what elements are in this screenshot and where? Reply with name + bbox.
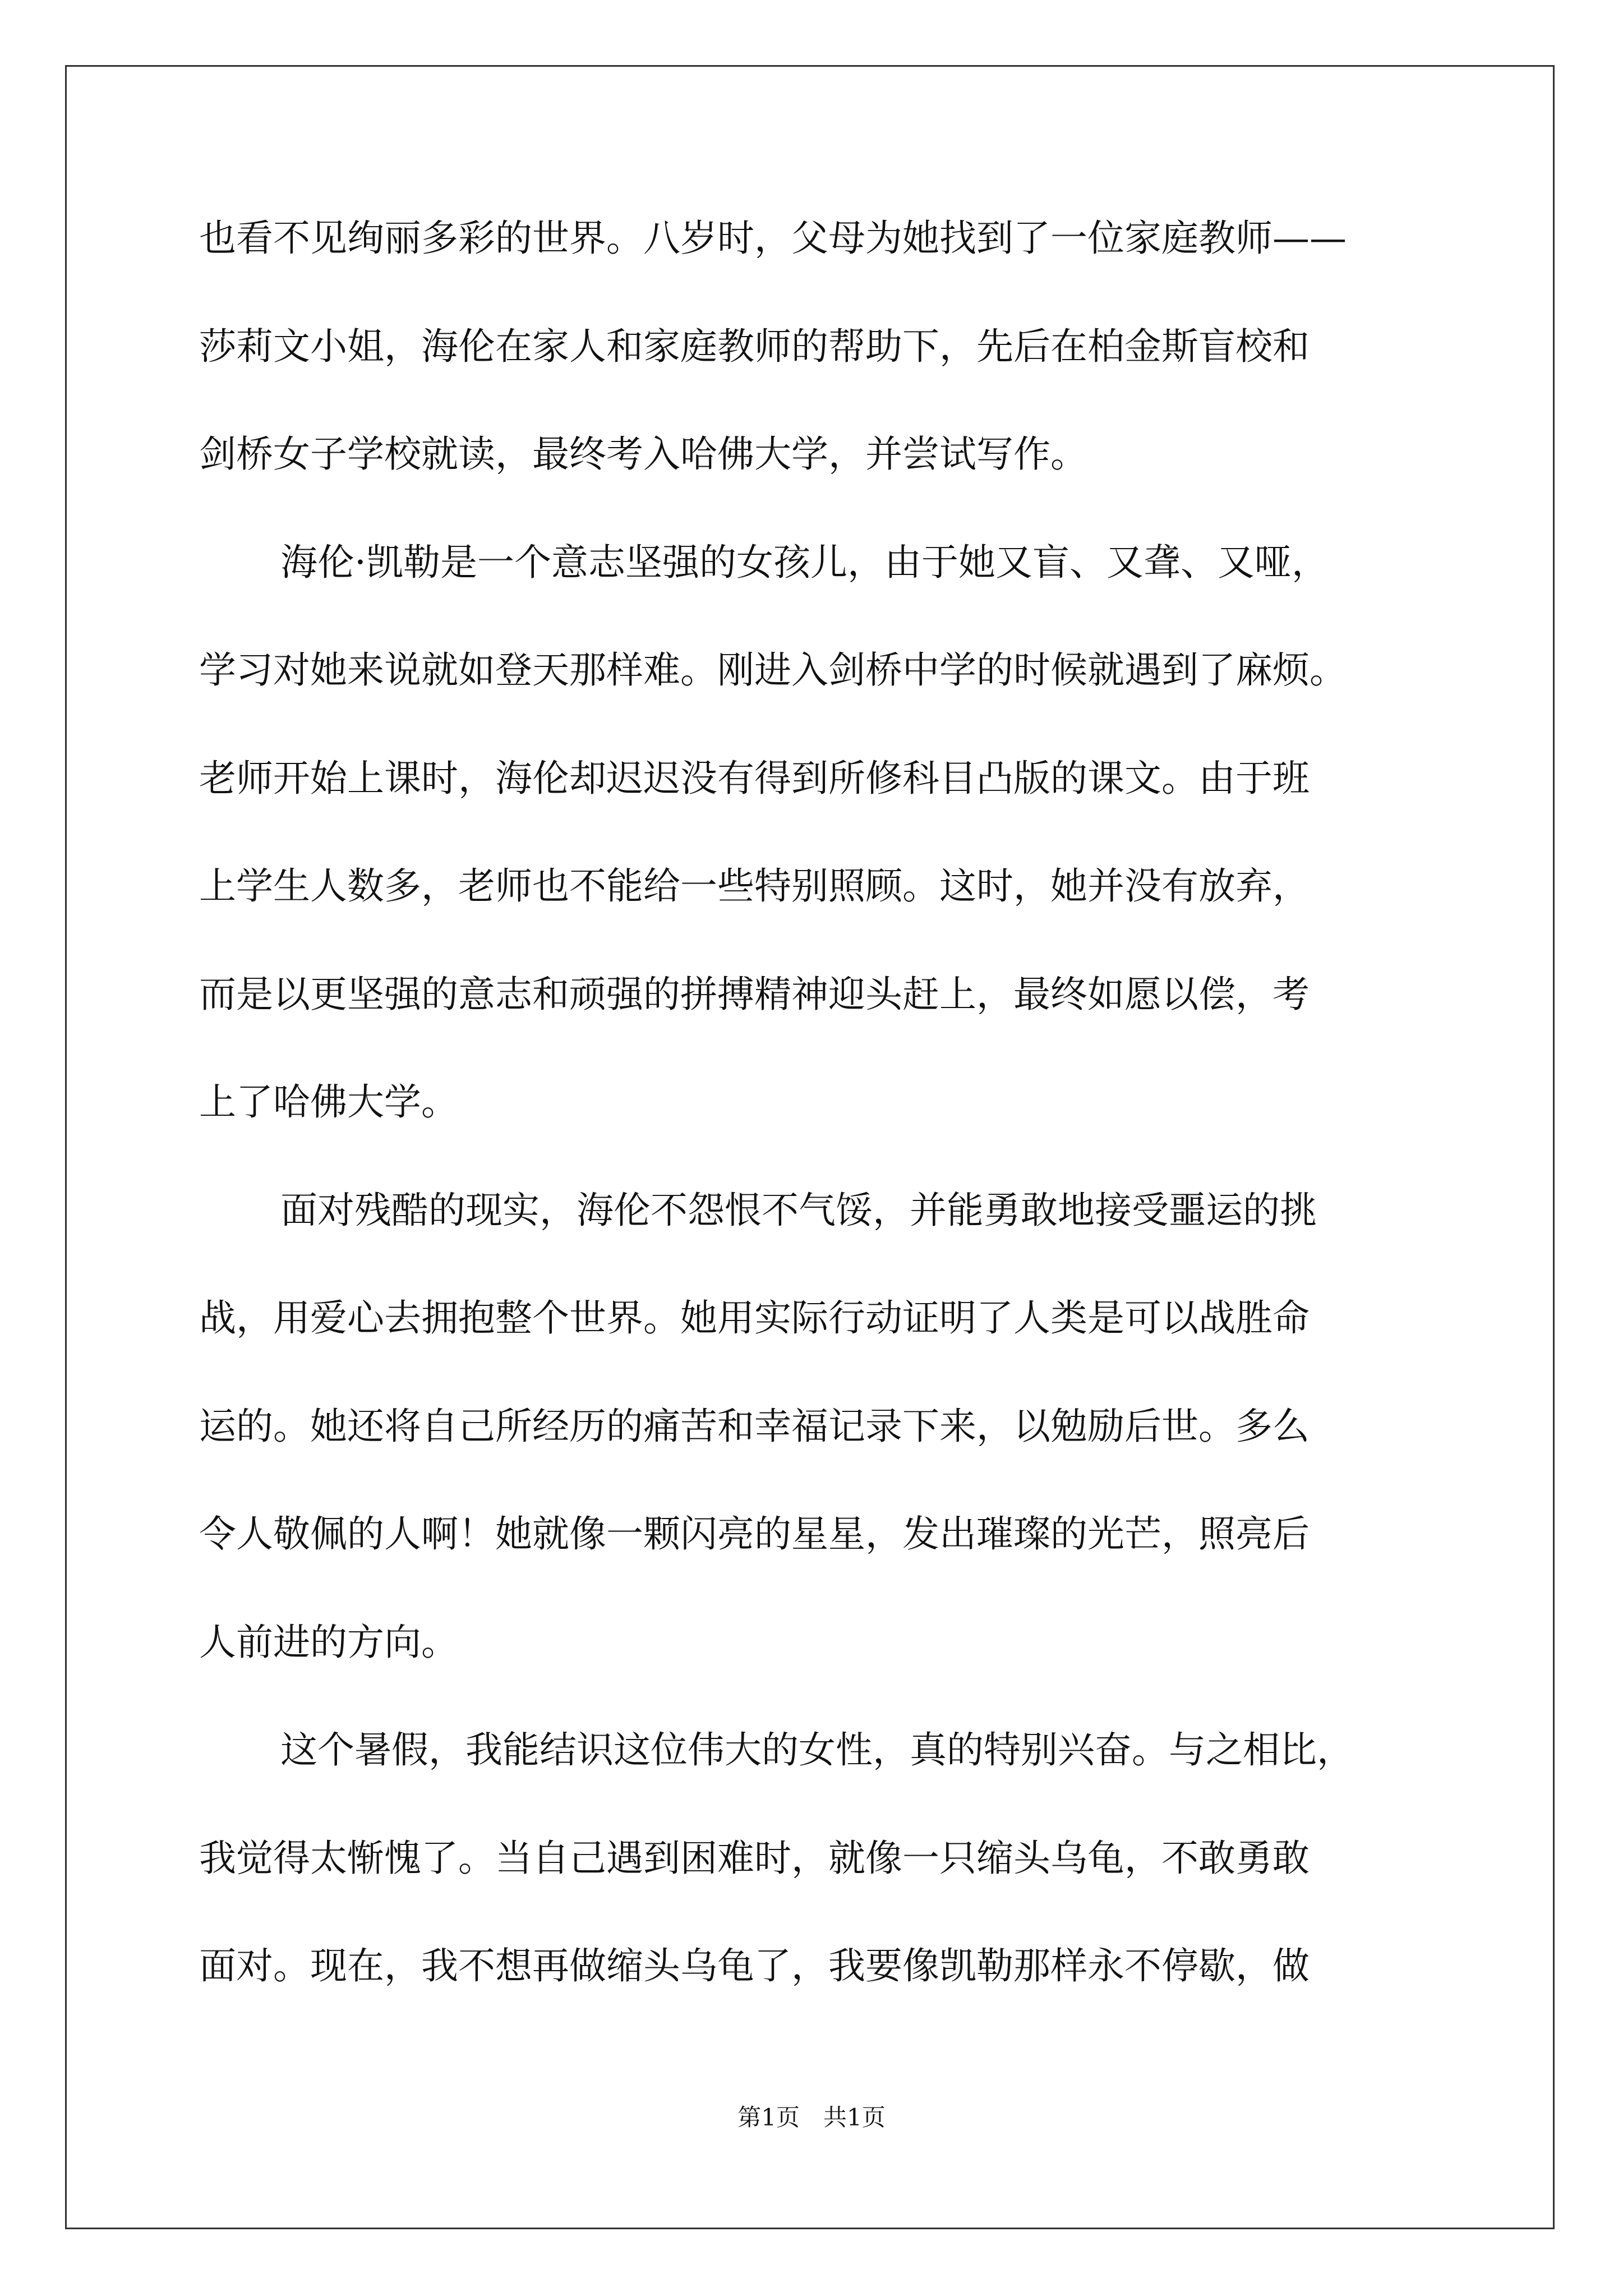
page-border [65,65,1555,2229]
text-line: 战，用爱心去拥抱整个世界。她用实际行动证明了人类是可以战胜命 [199,1296,1310,1340]
text-line: 上了哈佛大学。 [199,1080,458,1124]
paragraph-first-line: 面对残酷的现实，海伦不怨恨不气馁，并能勇敢地接受噩运的挑 [280,1189,1317,1232]
text-line: 也看不见绚丽多彩的世界。八岁时，父母为她找到了一位家庭教师—— [199,217,1347,260]
text-line: 莎莉文小姐，海伦在家人和家庭教师的帮助下，先后在柏金斯盲校和 [199,325,1310,368]
text-line: 学习对她来说就如登天那样难。刚进入剑桥中学的时候就遇到了麻烦。 [199,648,1347,692]
text-line: 而是以更坚强的意志和顽强的拼搏精神迎头赶上，最终如愿以偿，考 [199,973,1310,1016]
paragraph-first-line: 海伦·凯勒是一个意志坚强的女孩儿，由于她又盲、又聋、又哑， [280,541,1329,584]
text-line: 剑桥女子学校就读，最终考入哈佛大学，并尝试写作。 [199,432,1087,476]
paragraph-first-line: 这个暑假，我能结识这位伟大的女性，真的特别兴奋。与之相比， [280,1728,1354,1772]
text-line: 我觉得太惭愧了。当自己遇到困难时，就像一只缩头乌龟，不敢勇敢 [199,1837,1310,1880]
text-line: 面对。现在，我不想再做缩头乌龟了，我要像凯勒那样永不停歇，做 [199,1944,1310,1987]
text-line: 令人敬佩的人啊！她就像一颗闪亮的星星，发出璀璨的光芒，照亮后 [199,1512,1310,1556]
text-line: 老师开始上课时，海伦却迟迟没有得到所修科目凸版的课文。由于班 [199,757,1310,800]
text-line: 人前进的方向。 [199,1621,458,1664]
page-number-footer: 第1页 共1页 [737,2104,886,2131]
text-line: 上学生人数多，老师也不能给一些特别照顾。这时，她并没有放弃， [199,864,1310,908]
text-line: 运的。她还将自己所经历的痛苦和幸福记录下来，以勉励后世。多么 [199,1405,1310,1448]
